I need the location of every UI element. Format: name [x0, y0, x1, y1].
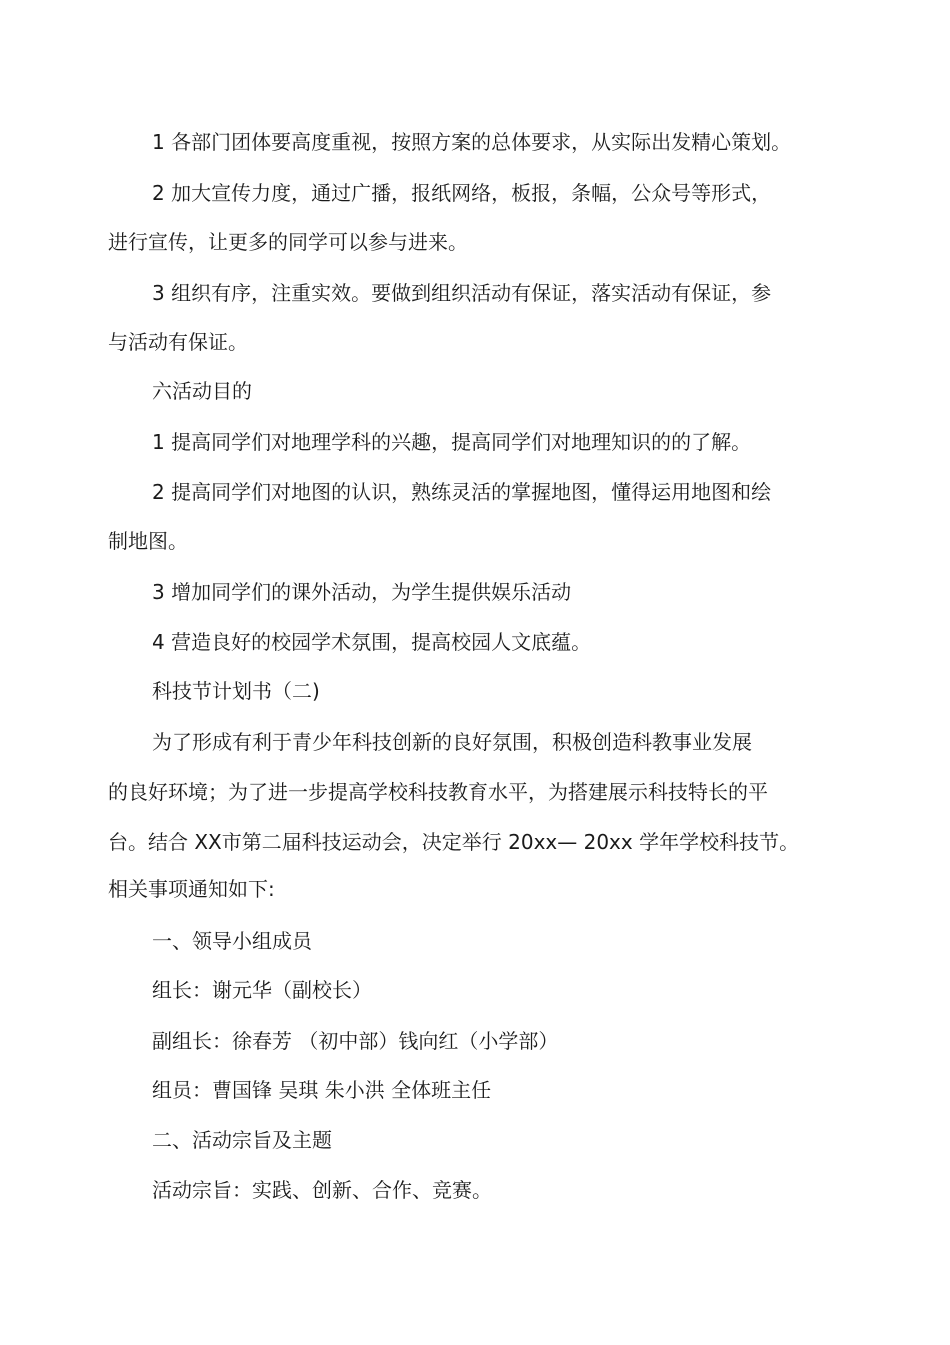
paragraph-line: 组员：曹国锋 吴琪 朱小洪 全体班主任: [152, 1078, 492, 1102]
paragraph-line: 的良好环境；为了进一步提高学校科技教育水平，为搭建展示科技特长的平: [108, 780, 768, 804]
paragraph-line: 为了形成有利于青少年科技创新的良好氛围，积极创造科教事业发展: [152, 730, 752, 754]
section-heading: 一、领导小组成员: [152, 929, 312, 953]
paragraph-line: 相关事项通知如下:: [108, 877, 275, 901]
paragraph-line: 2 提高同学们对地图的认识，熟练灵活的掌握地图，懂得运用地图和绘: [152, 480, 772, 504]
paragraph-line: 4 营造良好的校园学术氛围，提高校园人文底蕴。: [152, 630, 592, 654]
paragraph-line: 制地图。: [108, 529, 188, 553]
paragraph-line: 台。结合 XX市第二届科技运动会，决定举行 20xx— 20xx 学年学校科技节。: [108, 830, 800, 854]
paragraph-line: 副组长：徐春芳 （初中部）钱向红（小学部）: [152, 1029, 559, 1053]
paragraph-line: 3 增加同学们的课外活动，为学生提供娱乐活动: [152, 580, 572, 604]
paragraph-line: 进行宣传，让更多的同学可以参与进来。: [108, 230, 468, 254]
paragraph-line: 3 组织有序，注重实效。要做到组织活动有保证，落实活动有保证，参: [152, 281, 772, 305]
paragraph-line: 1 各部门团体要高度重视，按照方案的总体要求，从实际出发精心策划。: [152, 130, 792, 154]
paragraph-line: 2 加大宣传力度，通过广播，报纸网络，板报，条幅，公众号等形式，: [152, 181, 772, 205]
section-heading: 六活动目的: [152, 379, 252, 403]
section-heading: 二、活动宗旨及主题: [152, 1128, 332, 1152]
paragraph-line: 组长：谢元华（副校长）: [152, 978, 372, 1002]
document-subtitle: 科技节计划书（二): [152, 679, 320, 703]
paragraph-line: 与活动有保证。: [108, 330, 248, 354]
paragraph-line: 活动宗旨：实践、创新、合作、竞赛。: [152, 1178, 492, 1202]
paragraph-line: 1 提高同学们对地理学科的兴趣，提高同学们对地理知识的的了解。: [152, 430, 752, 454]
